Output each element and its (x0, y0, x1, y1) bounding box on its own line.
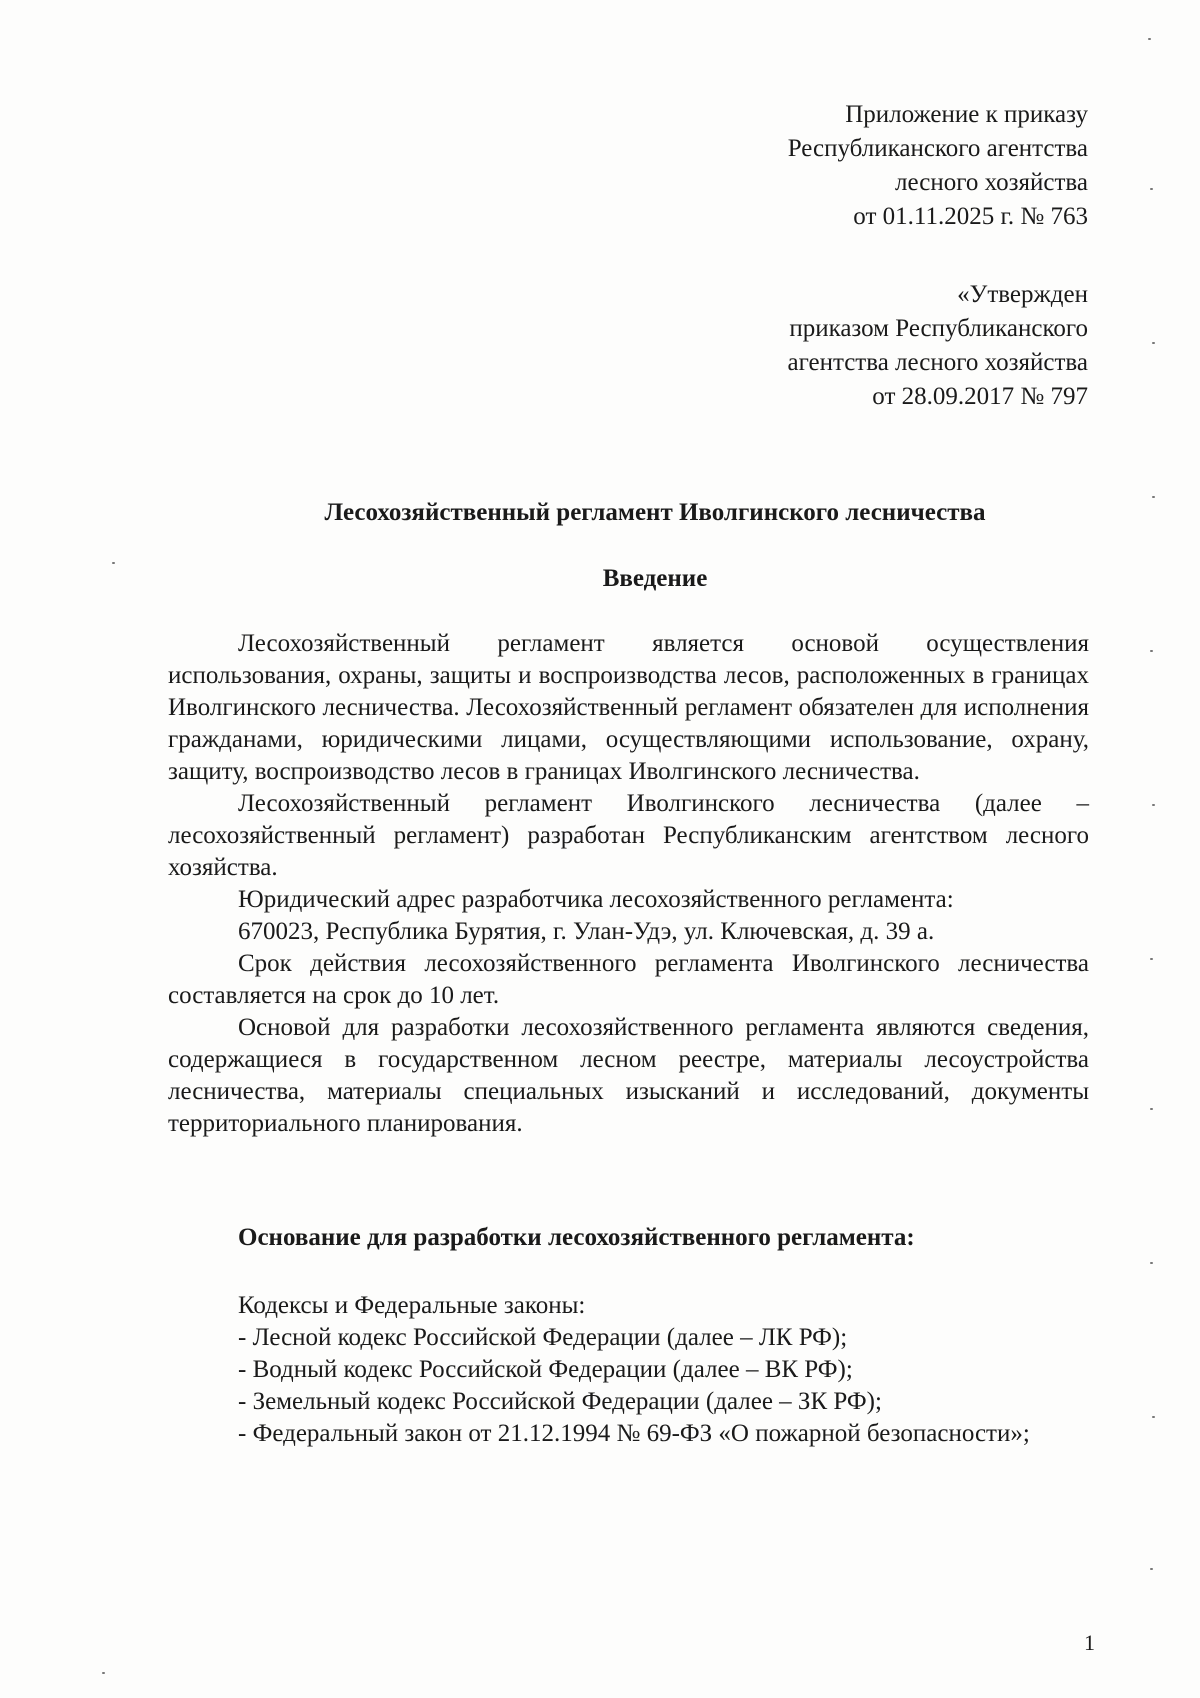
scan-speck (1150, 650, 1153, 652)
law-item: - Лесной кодекс Российской Федерации (далее – ЛК РФ); (238, 1324, 848, 1351)
scan-speck (1152, 804, 1155, 806)
approval-block (787, 278, 1088, 414)
approval-line: приказом Республиканского (789, 315, 1088, 342)
scan-speck (1152, 1416, 1155, 1418)
basis-paragraph: Основой для разработки лесохозяйственного регламента являются сведения, содержащиеся в государственном лесном реестре, материалы лесоустройства лесничества, материалы специальных изысканий и исследований, документы территориального планирования. (168, 1014, 1089, 1137)
basis-heading: Основание для разработки лесохозяйственного регламента: (238, 1224, 915, 1251)
scan-speck (1148, 38, 1151, 40)
approval-line: агентства лесного хозяйства (787, 349, 1088, 376)
approval-line: от 28.09.2017 № 797 (872, 383, 1088, 410)
scan-speck (112, 562, 115, 564)
address-label: Юридический адрес разработчика лесохозяйственного регламента: (238, 886, 954, 913)
scan-speck (1150, 958, 1153, 960)
document-title: Лесохозяйственный регламент Иволгинского лесничества (324, 499, 986, 526)
intro-section (168, 628, 1089, 1140)
appendix-line: лесного хозяйства (895, 169, 1088, 196)
law-item: - Земельный кодекс Российской Федерации (далее – ЗК РФ); (238, 1388, 882, 1415)
scan-speck (1152, 496, 1155, 498)
scan-speck (1152, 342, 1155, 344)
intro-paragraph: Лесохозяйственный регламент является основой осуществления использования, охраны, защиты и воспроизводства лесов, расположенных в границах Иволгинского лесничества. Лесохозяйственный регламент обязателен для исполнения гражданами, юридическими лицами, осуществляющими использование, охрану, защиту, воспроизводство лесов в границах Иволгинского лесничества. (168, 630, 1089, 785)
approval-line: «Утвержден (957, 281, 1088, 308)
law-item: - Федеральный закон от 21.12.1994 № 69-ФЗ «О пожарной безопасности»; (238, 1420, 1030, 1447)
appendix-line: от 01.11.2025 г. № 763 (853, 203, 1088, 230)
scan-speck (102, 1672, 105, 1674)
laws-list (168, 1290, 1103, 1450)
term-paragraph: Срок действия лесохозяйственного регламента Иволгинского лесничества составляется на срок до 10 лет. (168, 950, 1089, 1009)
appendix-block (788, 98, 1088, 234)
page-number: 1 (1084, 1630, 1095, 1655)
appendix-line: Республиканского агентства (787, 135, 1088, 162)
intro-heading: Введение (602, 565, 708, 592)
scan-speck (1150, 188, 1153, 190)
scan-speck (1150, 1108, 1153, 1110)
law-item: - Водный кодекс Российской Федерации (далее – ВК РФ); (238, 1356, 853, 1383)
intro-paragraph: Лесохозяйственный регламент Иволгинского лесничества (далее – лесохозяйственный регламент) разработан Республиканским агентством лесного хозяйства. (168, 790, 1089, 881)
appendix-line: Приложение к приказу (845, 101, 1088, 128)
scan-speck (1150, 1568, 1153, 1570)
laws-label: Кодексы и Федеральные законы: (238, 1292, 586, 1319)
scan-speck (1150, 1262, 1153, 1264)
address-text: 670023, Республика Бурятия, г. Улан-Удэ, ул. Ключевская, д. 39 а. (238, 918, 935, 945)
